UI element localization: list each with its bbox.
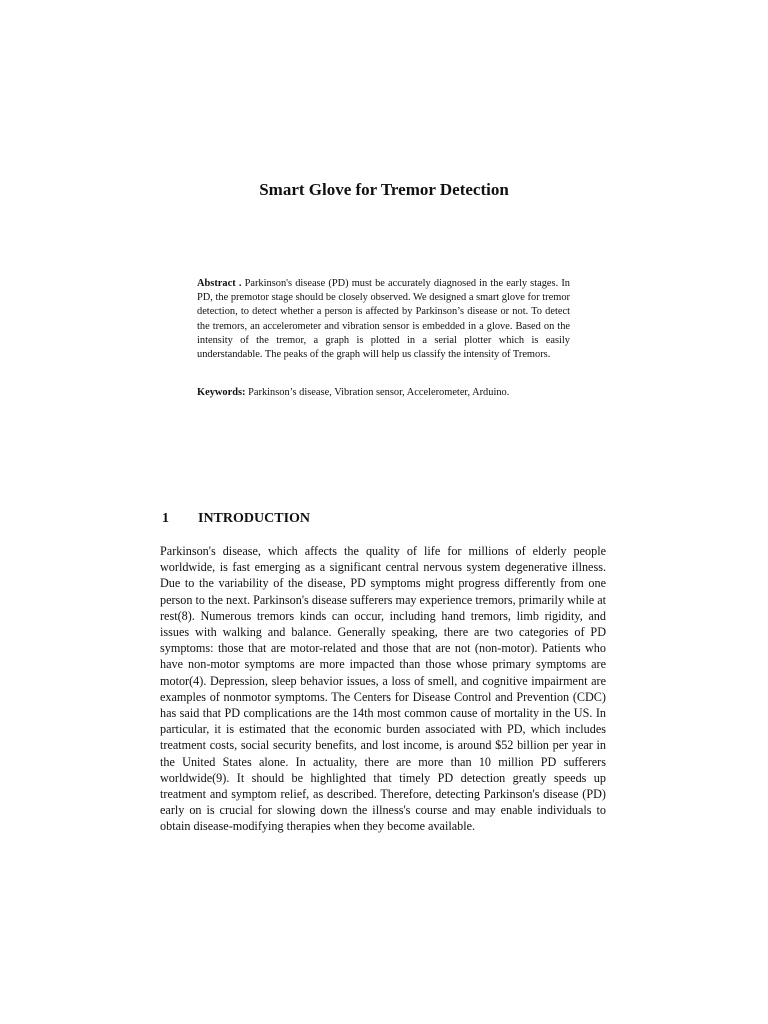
section-number: 1 [162, 511, 169, 526]
section-title: INTRODUCTION [198, 511, 311, 526]
keywords-block [197, 386, 570, 400]
section-heading [162, 511, 612, 527]
introduction-paragraph: Parkinson's disease, which affects the quality of life for millions of elderly people worldwide, is fast emerging as a significant central nervous system degenerative illness. Due to the variability of the disease, PD symptoms might progress differently from one person to the next. Parkinson's disease sufferers may experience tremors, primarily while at rest(8). Numerous tremors kinds can occur, including hand tremors, limb rigidity, and issues with walking and balance. Generally speaking, there are two categories of PD symptoms: those that are motor-related and those that are not (non-motor). Patients who have non-motor symptoms are more impacted than those whose primary symptoms are motor(4). Depression, sleep behavior issues, a loss of smell, and cognitive impairment are examples of nonmotor symptoms. The Centers for Disease Control and Prevention (CDC) has said that PD complications are the 14th most common cause of mortality in the US. In particular, it is estimated that the economic burden associated with PD, which includes treatment costs, social security benefits, and lost income, is around $52 billion per year in the United States alone. In actuality, there are more than 10 million PD sufferers worldwide(9). It should be highlighted that timely PD detection greatly speeds up treatment and symptom relief, as described. Therefore, detecting Parkinson's disease (PD) early on is crucial for slowing down the illness's course and may enable individuals to obtain disease-modifying therapies when they become available. [160, 544, 607, 834]
abstract-text: Parkinson's disease (PD) must be accurately diagnosed in the early stages. In PD, the premotor stage should be closely observed. We designed a smart glove for tremor detection, to detect whether a person is affected by Parkinson’s disease or not. To detect the tremors, an accelerometer and vibration sensor is embedded in a glove. Based on the intensity of the tremor, a graph is plotted in a serial plotter which is easily understandable. The peaks of the graph will help us classify the intensity of Tremors. [197, 278, 570, 361]
abstract-label: Abstract . [197, 278, 242, 289]
keywords-label: Keywords: [197, 387, 246, 398]
paper-title: Smart Glove for Tremor Detection [259, 180, 509, 199]
abstract-block [197, 277, 570, 362]
keywords-text: Parkinson’s disease, Vibration sensor, Accelerometer, Arduino. [248, 387, 510, 398]
